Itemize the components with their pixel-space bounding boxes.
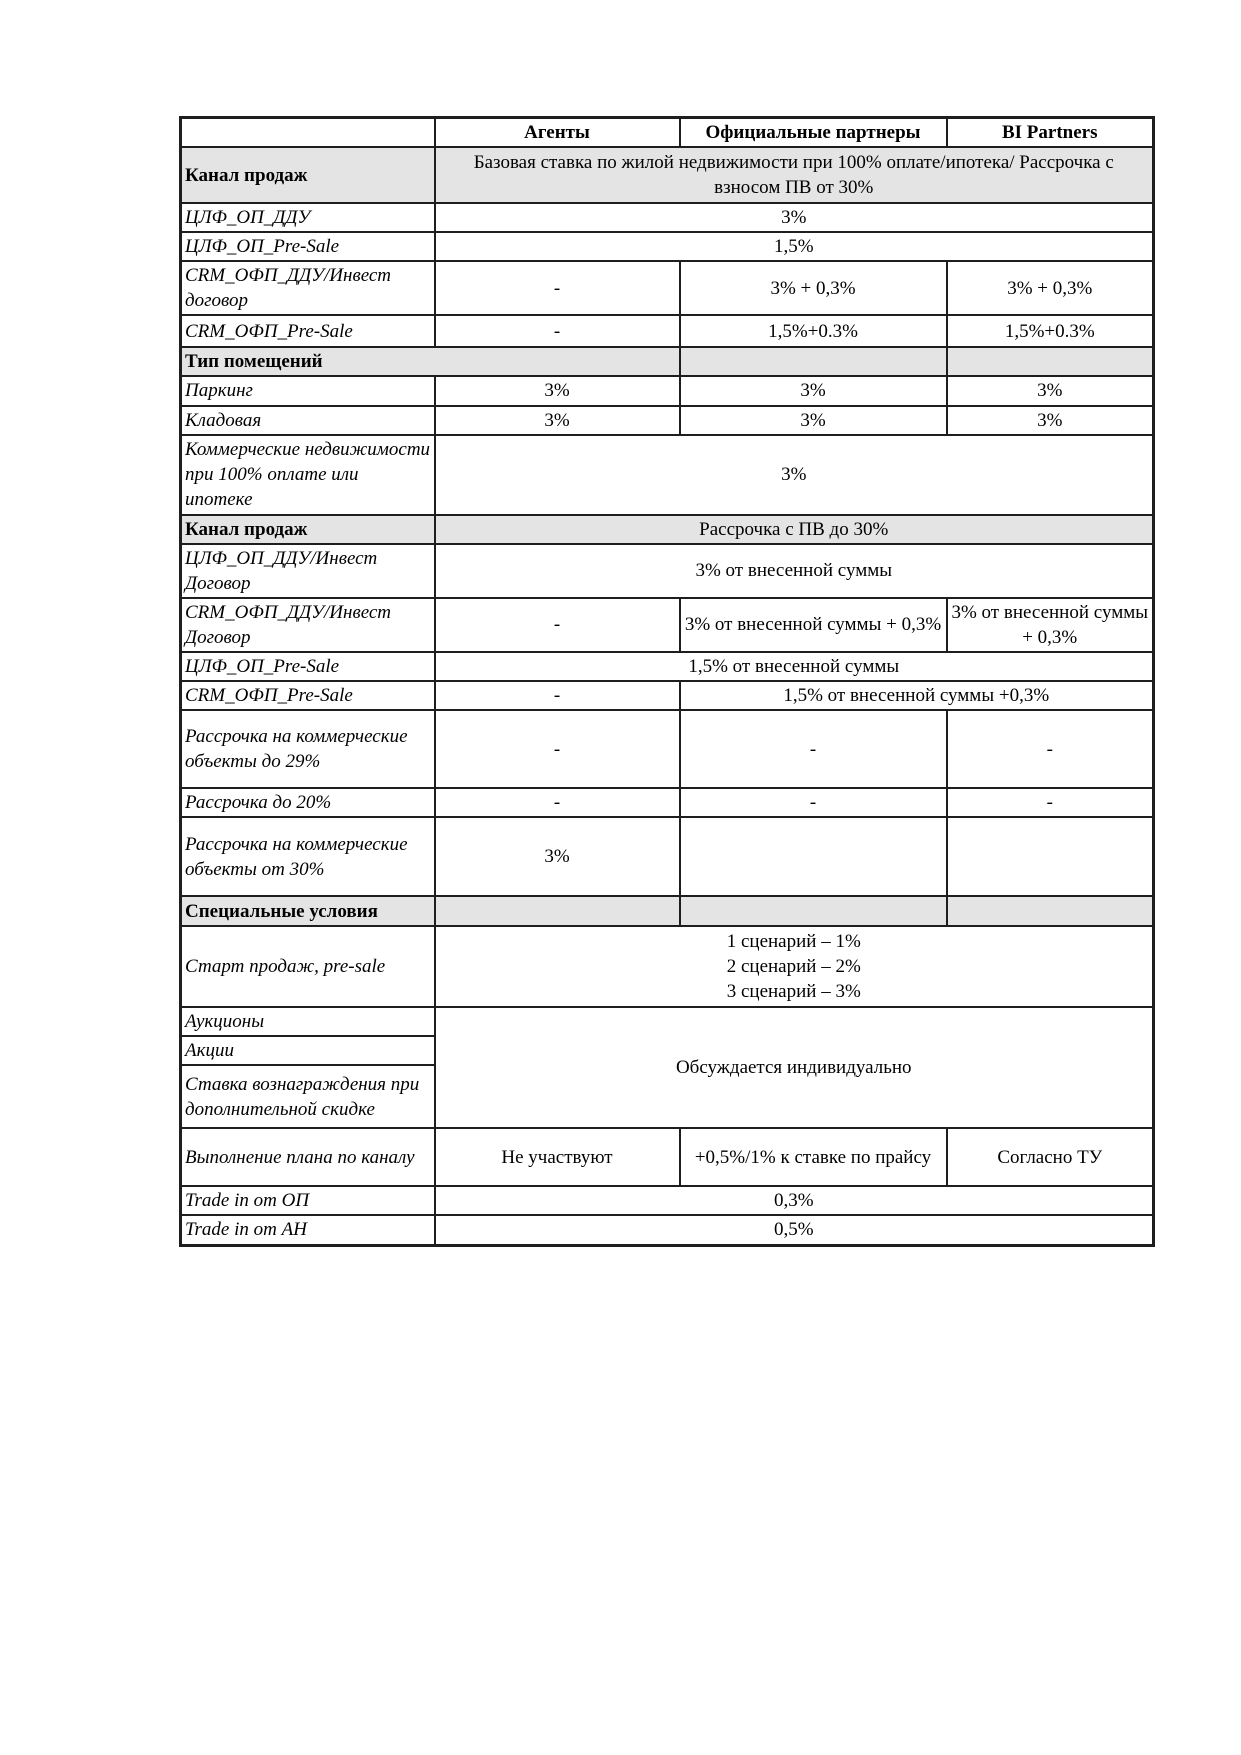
clf-ddu-invest-label: ЦЛФ_ОП_ДДУ/Инвест Договор <box>181 544 435 598</box>
installment-20-label: Рассрочка до 20% <box>181 788 435 817</box>
plan-fulfillment-partners: +0,5%/1% к ставке по прайсу <box>680 1128 947 1186</box>
table-row-trade-in-op <box>181 1186 1154 1215</box>
plan-fulfillment-bi: Согласно ТУ <box>947 1128 1154 1186</box>
crm-presale-installment-agents: - <box>435 681 680 710</box>
plan-fulfillment-agents: Не участвуют <box>435 1128 680 1186</box>
premises-title-empty-bi <box>947 347 1154 376</box>
table-row-crm-ofp-ddu <box>181 261 1154 315</box>
installment-commercial-30-partners <box>680 817 947 896</box>
start-sales-label: Старт продаж, pre-sale <box>181 926 435 1007</box>
installment-20-bi: - <box>947 788 1154 817</box>
plan-fulfillment-label: Выполнение плана по каналу <box>181 1128 435 1186</box>
table-row-clf-op-ddu <box>181 203 1154 232</box>
installment-commercial-29-bi: - <box>947 710 1154 788</box>
trade-in-op-value: 0,3% <box>435 1186 1154 1215</box>
installment-commercial-29-partners: - <box>680 710 947 788</box>
trade-in-an-value: 0,5% <box>435 1215 1154 1245</box>
commercial-label: Коммерческие недвижимости при 100% оплате или ипотеке <box>181 435 435 515</box>
clf-presale-installment-value: 1,5% от внесенной суммы <box>435 652 1154 681</box>
header-agents: Агенты <box>435 118 680 148</box>
table-row-clf-presale-installment <box>181 652 1154 681</box>
trade-in-op-label: Trade in от ОП <box>181 1186 435 1215</box>
premises-title: Тип помещений <box>181 347 680 376</box>
channel-base-label: Канал продаж <box>181 147 435 203</box>
installment-20-partners: - <box>680 788 947 817</box>
commission-rates-table <box>179 116 1155 1247</box>
crm-ofp-ddu-label: CRM_ОФП_ДДУ/Инвест договор <box>181 261 435 315</box>
parking-partners: 3% <box>680 376 947 405</box>
header-corner-cell <box>181 118 435 148</box>
crm-ofp-ddu-partners: 3% + 0,3% <box>680 261 947 315</box>
storeroom-partners: 3% <box>680 406 947 435</box>
table-row-storeroom <box>181 406 1154 435</box>
table-row-special-title <box>181 896 1154 926</box>
trade-in-an-label: Trade in от АН <box>181 1215 435 1245</box>
clf-op-presale-value: 1,5% <box>435 232 1154 261</box>
crm-ddu-invest-label: CRM_ОФП_ДДУ/Инвест Договор <box>181 598 435 652</box>
crm-ofp-presale-agents: - <box>435 315 680 347</box>
reward-extra-discount-label: Ставка вознаграждения при дополнительной скидке <box>181 1065 435 1128</box>
parking-bi: 3% <box>947 376 1154 405</box>
table-row-clf-op-presale <box>181 232 1154 261</box>
commercial-value: 3% <box>435 435 1154 515</box>
table-row-installment-commercial-29 <box>181 710 1154 788</box>
table-row-auctions <box>181 1007 1154 1036</box>
special-title-empty-bi <box>947 896 1154 926</box>
installment-commercial-30-label: Рассрочка на коммерческие объекты от 30% <box>181 817 435 896</box>
crm-ofp-presale-partners: 1,5%+0.3% <box>680 315 947 347</box>
crm-ofp-presale-label: CRM_ОФП_Pre-Sale <box>181 315 435 347</box>
parking-agents: 3% <box>435 376 680 405</box>
individual-discussion-value: Обсуждается индивидуально <box>435 1007 1154 1128</box>
table-row-crm-ofp-presale <box>181 315 1154 347</box>
installment-20-agents: - <box>435 788 680 817</box>
crm-presale-installment-partners-bi: 1,5% от внесенной суммы +0,3% <box>680 681 1154 710</box>
crm-ddu-invest-partners: 3% от внесенной суммы + 0,3% <box>680 598 947 652</box>
table-row-header <box>181 118 1154 148</box>
channel-base-value: Базовая ставка по жилой недвижимости при 100% оплате/ипотека/ Рассрочка с взносом ПВ от 30% <box>435 147 1154 203</box>
installment-commercial-30-agents: 3% <box>435 817 680 896</box>
table-row-crm-presale-installment <box>181 681 1154 710</box>
start-sales-scenarios <box>435 926 1154 1007</box>
storeroom-agents: 3% <box>435 406 680 435</box>
clf-ddu-invest-value: 3% от внесенной суммы <box>435 544 1154 598</box>
table-row-channel-installment <box>181 515 1154 544</box>
table-row-clf-ddu-invest <box>181 544 1154 598</box>
crm-ddu-invest-agents: - <box>435 598 680 652</box>
storeroom-label: Кладовая <box>181 406 435 435</box>
table-row-installment-20 <box>181 788 1154 817</box>
crm-presale-installment-label: CRM_ОФП_Pre-Sale <box>181 681 435 710</box>
header-bi-partners: BI Partners <box>947 118 1154 148</box>
crm-ddu-invest-bi: 3% от внесенной суммы + 0,3% <box>947 598 1154 652</box>
clf-op-presale-label: ЦЛФ_ОП_Pre-Sale <box>181 232 435 261</box>
table-row-channel-base <box>181 147 1154 203</box>
table-row-parking <box>181 376 1154 405</box>
table-row-start-sales <box>181 926 1154 1007</box>
clf-op-ddu-value: 3% <box>435 203 1154 232</box>
clf-presale-installment-label: ЦЛФ_ОП_Pre-Sale <box>181 652 435 681</box>
table-row-plan-fulfillment <box>181 1128 1154 1186</box>
installment-commercial-29-agents: - <box>435 710 680 788</box>
parking-label: Паркинг <box>181 376 435 405</box>
auctions-label: Аукционы <box>181 1007 435 1036</box>
table-row-installment-commercial-30 <box>181 817 1154 896</box>
header-official-partners: Официальные партнеры <box>680 118 947 148</box>
scenario-1: 1 сценарий – 1% <box>726 931 861 953</box>
table-row-commercial <box>181 435 1154 515</box>
table-row-trade-in-an <box>181 1215 1154 1245</box>
channel-installment-value: Рассрочка с ПВ до 30% <box>435 515 1154 544</box>
special-title-empty-agents <box>435 896 680 926</box>
clf-op-ddu-label: ЦЛФ_ОП_ДДУ <box>181 203 435 232</box>
scenario-2: 2 сценарий – 2% <box>726 956 861 978</box>
crm-ofp-presale-bi: 1,5%+0.3% <box>947 315 1154 347</box>
table-row-premises-title <box>181 347 1154 376</box>
installment-commercial-30-bi <box>947 817 1154 896</box>
table-row-crm-ddu-invest <box>181 598 1154 652</box>
special-title-empty-partners <box>680 896 947 926</box>
channel-installment-label: Канал продаж <box>181 515 435 544</box>
promos-label: Акции <box>181 1036 435 1065</box>
special-title: Специальные условия <box>181 896 435 926</box>
crm-ofp-ddu-bi: 3% + 0,3% <box>947 261 1154 315</box>
installment-commercial-29-label: Рассрочка на коммерческие объекты до 29% <box>181 710 435 788</box>
storeroom-bi: 3% <box>947 406 1154 435</box>
crm-ofp-ddu-agents: - <box>435 261 680 315</box>
premises-title-empty-partners <box>680 347 947 376</box>
scenario-3: 3 сценарий – 3% <box>726 981 861 1003</box>
